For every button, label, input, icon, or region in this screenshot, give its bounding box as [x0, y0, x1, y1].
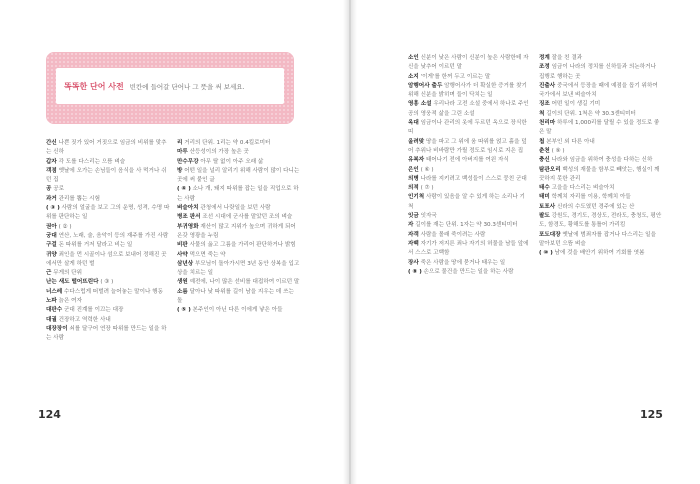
entry-definition: 조선 시대에 군사를 맡았던 조의 벼슬	[202, 214, 293, 221]
entry-term: 자백	[408, 240, 419, 247]
entry-definition: 예전에, 나이 많은 선비를 대접하여 이르던 말	[189, 279, 300, 286]
dictionary-entry	[46, 139, 170, 158]
dictionary-entry	[46, 316, 170, 325]
entry-term: 장사	[408, 259, 419, 266]
entry-definition: 거리의 단위. 1리는 약 0.4킬로미터	[184, 140, 271, 146]
dictionary-entry	[177, 158, 301, 167]
entry-definition: 아무 탈 없이 아주 오래 삶	[200, 158, 264, 165]
entry-definition: 재산이 많고 지위가 높으며 귀하게 되어 온갖 영광을 누림	[177, 223, 296, 239]
entry-term: 간신	[46, 140, 57, 146]
entry-definition: 건장하고 역력한 사내	[58, 316, 111, 323]
dictionary-entry	[408, 100, 530, 119]
entry-term: ( ④ )	[177, 186, 191, 193]
entry-term: 리	[177, 140, 183, 146]
dictionary-entry	[539, 203, 662, 212]
dictionary-entry	[46, 251, 170, 270]
dictionary-entry	[177, 167, 301, 186]
entry-definition: 쇠를 달구어 연장 따위를 만드는 일을 하는 사람	[46, 325, 167, 342]
entry-definition: 땅을 파고 그 위에 움 따위를 얹고 흙을 덮어 추위나 비바람만 가릴 정도로 임시로 지은 집	[408, 138, 527, 154]
dictionary-entry	[539, 54, 662, 63]
entry-definition: ( ⑨ )	[551, 147, 565, 154]
dictionary-entry	[408, 119, 530, 138]
entry-definition: 본주인이 아닌 다른 이에게 낳은 아들	[192, 307, 283, 314]
entry-definition: 죽은 사람을 땅에 묻거나 태우는 일	[420, 259, 506, 266]
entry-definition: 공로	[53, 186, 64, 193]
dictionary-entry	[539, 82, 662, 101]
entry-term: 천리마	[539, 120, 556, 127]
entry-definition: 백성의 재물을 함부로 빼앗는, 행실이 깨끗하지 못한 관리	[539, 166, 660, 182]
dictionary-entry	[408, 166, 530, 175]
dictionary-entry	[46, 158, 170, 167]
entry-term: 벼슬아치	[177, 205, 199, 212]
right-column-2	[539, 54, 662, 259]
entry-term: 의적	[408, 185, 419, 192]
entry-definition: 옛날에 범죄자를 잡거나 다스리는 일을 맡아보던 으뜸 벼슬	[539, 231, 656, 247]
dictionary-entry	[539, 212, 662, 231]
entry-definition: 옛날에 오가는 손님들이 음식을 사 먹거나 쉬던 집	[46, 167, 167, 184]
dictionary-entry	[177, 278, 301, 287]
dictionary-entry	[177, 148, 301, 157]
entry-term: 과거	[46, 195, 57, 202]
entry-term: 태수	[539, 185, 550, 192]
entry-term: ( ③ )	[46, 205, 60, 212]
entry-term: 삼년상	[177, 260, 194, 267]
entry-term: 소름	[177, 288, 188, 295]
entry-definition: 나라와 임금을 위하여 충성을 다하는 신하	[551, 157, 653, 164]
dictionary-entry	[539, 100, 662, 109]
entry-term: 대판수	[46, 307, 63, 314]
entry-definition: 연산, 노래, 술, 음악이 등의 재주를 가진 사람	[58, 232, 169, 239]
entry-term: 만수무강	[177, 158, 199, 165]
dictionary-entry	[539, 119, 662, 138]
dictionary-entry	[408, 221, 530, 230]
entry-term: 잇금	[408, 213, 419, 220]
dictionary-entry	[408, 82, 530, 101]
entry-term: 토포사	[539, 203, 556, 210]
entry-term: 권아	[46, 223, 57, 230]
dictionary-entry	[539, 249, 662, 258]
dictionary-entry	[177, 241, 301, 250]
entry-term: 영흥 소설	[408, 101, 432, 108]
entry-definition: 수다스럽게 떠벌려 늘어놓는 말이나 행동	[64, 288, 163, 295]
entry-definition: 죄인을 먼 시골이나 섬으로 보내어 정해진 곳에서만 살게 하던 벌	[46, 251, 167, 267]
dictionary-entry	[539, 110, 662, 119]
entry-definition: 강원도, 경기도, 경상도, 전라도, 충청도, 평안도, 함경도, 황해도를 통틀어 가리킴	[539, 213, 662, 229]
dictionary-entry	[177, 204, 301, 213]
dictionary-entry	[177, 185, 301, 204]
entry-definition: 손으로 물건을 만드는 일을 하는 사람	[423, 268, 514, 275]
dictionary-entry	[408, 54, 530, 73]
entry-term: 부귀영화	[177, 223, 199, 230]
entry-definition: 고을을 다스리는 벼슬아치	[551, 185, 615, 192]
entry-definition: 각 도를 다스리는 으뜸 벼슬	[58, 158, 126, 165]
entry-term: ( ⑤ )	[177, 307, 191, 314]
dictionary-entry	[177, 306, 301, 315]
entry-term: 탐관오리	[539, 166, 561, 173]
dictionary-entry	[539, 63, 662, 82]
left-column-1	[46, 139, 170, 344]
dictionary-entry	[46, 232, 170, 241]
entry-definition: 사람이 있음을 알 수 있게 하는 소리나 기척	[408, 194, 525, 210]
entry-term: 포도대장	[539, 231, 561, 238]
header-subtitle: 빈칸에 들어갈 단어나 그 뜻을 써 보세요.	[129, 82, 245, 91]
entry-definition: ( ③ )	[100, 279, 114, 286]
entry-term: 방	[177, 167, 183, 174]
dictionary-entry	[46, 297, 170, 306]
entry-definition: 자기가 저지른 죄나 자기의 허물을 남들 앞에서 스스로 고백함	[408, 240, 529, 257]
entry-definition: 임금이나 관리의 옷에 두르던 옥으로 장식한 띠	[408, 120, 527, 136]
entry-definition: 먹으면 죽는 약	[189, 251, 226, 258]
entry-term: 사약	[177, 251, 188, 258]
entry-definition: 산등성이의 가장 높은 곳	[189, 149, 249, 156]
dictionary-entry	[177, 260, 301, 279]
dictionary-entry	[46, 288, 170, 297]
entry-term: 난는 새도 떨어뜨린다	[46, 279, 99, 286]
dictionary-entry	[408, 259, 530, 268]
dictionary-entry	[408, 212, 530, 221]
dictionary-entry	[539, 231, 662, 250]
dictionary-entry	[46, 278, 170, 287]
entry-term: ( ⑩ )	[539, 250, 553, 257]
page-number-right: 125	[640, 408, 663, 421]
header-inner	[56, 68, 284, 104]
dictionary-entry	[46, 325, 170, 344]
dictionary-entry	[177, 288, 301, 307]
dictionary-entry	[539, 184, 662, 193]
entry-definition: 사람을 몰래 죽이려는 사람	[420, 231, 486, 238]
entry-term: 유복자	[408, 157, 425, 164]
entry-definition: 잇자국	[420, 213, 437, 220]
right-page	[351, 0, 700, 484]
dictionary-entry	[46, 306, 170, 315]
entry-definition: 부모님이 돌아가시면 3년 동안 상복을 입고 상을 치르는 일	[177, 260, 300, 277]
entry-term: 소지	[408, 73, 419, 80]
entry-term: 대궐	[46, 316, 57, 323]
entry-definition: 관청에서 나랏일을 보던 사람	[200, 205, 271, 212]
entry-term: 너스레	[46, 288, 63, 295]
header-title: 똑똑한 단어 사전	[64, 81, 124, 91]
entry-definition: 나라를 지키려고 백성들이 스스로 뭉친 군대	[420, 175, 527, 182]
left-column-2	[177, 139, 301, 316]
entry-term: 마루	[177, 149, 188, 156]
entry-term: 궁대	[46, 232, 57, 239]
entry-term: 옥대	[408, 120, 419, 127]
entry-term: 첩	[539, 138, 545, 145]
dictionary-entry	[408, 138, 530, 157]
dictionary-entry	[539, 193, 662, 202]
left-page	[0, 0, 349, 484]
dictionary-entry	[539, 166, 662, 185]
entry-term: 충신	[539, 157, 550, 164]
entry-definition: 신분이 낮은 사람이 신분이 높은 사람한테 자신을 낮추어 이르던 말	[408, 55, 529, 71]
entry-definition: 나쁜 짓가 있어 거짓으로 임금의 비위를 맞추는 신하	[46, 140, 167, 156]
entry-term: 척	[539, 110, 545, 117]
dictionary-entry	[408, 184, 530, 193]
entry-definition: 하루에 1,000리를 달릴 수 있을 정도로 좋은 말	[539, 120, 660, 136]
entry-definition: 관리를 뽑는 시험	[58, 195, 100, 202]
entry-definition: 중국에서 등장을 때에 예점을 돕기 위하여 국가에서 보낸 벼슬아치	[539, 82, 658, 99]
entry-term: 소인	[408, 55, 419, 61]
entry-term: 대장장이	[46, 325, 68, 332]
entry-term: 올려맞	[408, 138, 425, 145]
entry-term: 자	[408, 222, 414, 229]
entry-term: 갑자	[46, 158, 57, 165]
entry-definition: 암행어사가 더 확실한 증거를 찾기 위해 신분을 밝히며 들이 닥치는 일	[408, 82, 527, 99]
entry-term: 진출사	[539, 82, 556, 89]
entry-term: 생원	[177, 279, 188, 286]
dictionary-entry	[408, 175, 530, 184]
dictionary-entry	[177, 139, 301, 148]
entry-definition: 길이의 단위. 1척은 약 30.3센티미터	[546, 110, 636, 117]
dictionary-entry	[408, 156, 530, 165]
dictionary-entry	[46, 241, 170, 250]
entry-term: 공	[46, 186, 52, 193]
book-gutter	[343, 0, 357, 484]
entry-definition: ( ② )	[58, 223, 72, 230]
entry-definition: 잘을 친 결과	[551, 55, 583, 61]
entry-term: 춘천	[539, 147, 550, 154]
dictionary-entry	[539, 138, 662, 147]
entry-term: 암행어사 출두	[408, 82, 443, 89]
entry-definition: 어떤 일을 널리 알리기 위해 사람이 많이 다니는 곳에 써 붙인 글	[177, 167, 300, 184]
dictionary-entry	[177, 213, 301, 222]
dictionary-entry	[46, 269, 170, 278]
dictionary-entry	[408, 73, 530, 82]
entry-term: 정계	[539, 55, 550, 61]
entry-term: 은인	[408, 166, 419, 173]
entry-definition: 신라의 수도였던 경주에 있는 산	[557, 203, 635, 210]
entry-definition: 우리나라 고전 소설 중에서 하나로 주인공의 영웅적 삶을 그린 소설	[408, 101, 529, 117]
entry-definition: 본부인 외 다른 아내	[546, 138, 595, 145]
dictionary-entry	[46, 204, 170, 223]
entry-term: 귀양	[46, 251, 57, 258]
entry-definition: 사람의 얼굴을 보고 그의 운명, 성격, 수명 따위를 판단하는 일	[46, 205, 170, 221]
entry-definition: 어떤 일이 생길 기미	[551, 101, 601, 108]
dictionary-entry	[177, 223, 301, 242]
entry-definition: 학께치 자리를 이용, 학께치 아들	[551, 194, 631, 201]
entry-term: 조정	[539, 64, 550, 71]
entry-definition: 돈 따위를 거저 달라고 비는 일	[58, 242, 133, 249]
dictionary-entry	[539, 147, 662, 156]
entry-definition: 임금이 나라의 정치를 신하들과 의논하거나 집행로 행하는 곳	[539, 64, 656, 80]
header-box	[46, 52, 294, 124]
entry-term: ( ⑧ )	[408, 268, 422, 275]
entry-definition: 달아나 낮 따위를 길이 남을 지우는 데 쓰는 돌	[177, 288, 294, 305]
dictionary-entry	[177, 251, 301, 260]
dictionary-entry	[46, 167, 170, 186]
entry-term: 인기척	[408, 194, 425, 201]
entry-definition: 태어나기 전에 아버지를 여읜 자식	[426, 157, 509, 164]
dictionary-entry	[408, 268, 530, 277]
entry-definition: 사물의 옳고 그름을 가리어 판단하거나 밝힘	[189, 242, 296, 249]
dictionary-entry	[46, 223, 170, 232]
entry-term: 태미	[539, 194, 550, 201]
entry-term: 비판	[177, 242, 188, 249]
dictionary-entry	[46, 185, 170, 194]
dictionary-entry	[408, 231, 530, 240]
entry-term: 근	[46, 270, 52, 277]
page-number-left: 124	[38, 408, 61, 421]
dictionary-entry	[539, 156, 662, 165]
entry-definition: 길이를 재는 단위. 1자는 약 30.3센티미터	[415, 222, 518, 229]
dictionary-entry	[46, 195, 170, 204]
entry-definition: '이게'를 한꺼 두고 이르는 말	[420, 73, 491, 80]
dictionary-entry	[408, 193, 530, 212]
right-column-1	[408, 54, 530, 277]
entry-definition: ( ⑥ )	[420, 166, 434, 173]
entry-definition: 소나 개, 돼지 따위를 잡는 일을 직업으로 하는 사람	[177, 186, 299, 202]
entry-term: 자객	[408, 231, 419, 238]
entry-term: 구걸	[46, 242, 57, 249]
entry-definition: 군대 진계를 이끄는 대장	[64, 307, 124, 314]
entry-definition: 남에 것을 배안기 위하여 기회를 엿봄	[554, 250, 645, 257]
entry-term: 징조	[539, 101, 550, 108]
entry-term: 팔도	[539, 213, 550, 220]
dictionary-entry	[408, 240, 530, 259]
entry-definition: ( ⑦ )	[420, 185, 434, 192]
entry-term: 의병	[408, 175, 419, 182]
entry-definition: 늙은 여자	[58, 298, 82, 305]
entry-term: 노파	[46, 298, 57, 305]
entry-definition: 무게의 단위	[53, 270, 82, 277]
entry-term: 객점	[46, 167, 57, 174]
entry-term: 병조 판서	[177, 214, 201, 221]
